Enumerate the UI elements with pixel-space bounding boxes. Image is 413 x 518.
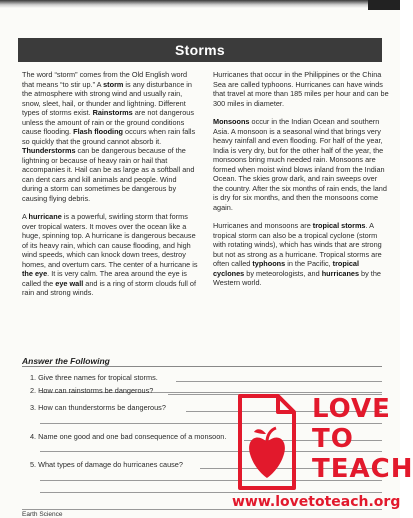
scan-corner [368, 0, 400, 10]
paragraph-storm-intro [22, 70, 198, 203]
question-1: 1. Give three names for tropical storms. [30, 373, 158, 382]
logo-url: www.lovetoteach.org [232, 494, 401, 510]
text-run: by meteorologists, and [244, 268, 322, 278]
text-run: . It is very calm. The area around the eye is called the [22, 269, 187, 288]
bold-term: tropical storms [312, 221, 366, 230]
bold-term: hurricanes [321, 268, 360, 278]
bold-term: Monsoons [213, 117, 250, 126]
question-3: 3. How can thunderstorms be dangerous? [30, 403, 166, 412]
text-run: are not dangerous unless the amount of rain or the ground conditions cause flooding. [22, 108, 194, 136]
bold-term: Rainstorms [92, 108, 133, 117]
questions-heading: Answer the Following [22, 356, 110, 366]
logo-word-to: TO [312, 424, 354, 454]
apple-book-icon [232, 392, 302, 492]
left-column [22, 70, 198, 307]
text-run: is a powerful, swirling storm that forms over tropical waters. It moves over the ocean like a huge, spinning top. A hurricane is dangerous because of its heavy rain, which can cause flooding, and high wind speeds, which can knock down trees, destroy homes, and overturn cars. The center of a hurricane is [22, 212, 198, 269]
text-run: in the Pacific, [285, 259, 333, 268]
answer-line-1[interactable] [176, 381, 382, 382]
text-run: A [22, 212, 29, 221]
footer-subject: Earth Science [22, 511, 63, 518]
logo-word-love: LOVE [312, 394, 391, 424]
bold-term: storm [103, 79, 124, 89]
page-title: Storms [174, 42, 226, 58]
text-run: occur in the Indian Ocean and southern Asia. A monsoon is a seasonal wind that brings very heavy rainfall and even flooding. For half of the year, India is very dry, but for the other half of the year, the monsoons bring much needed rain. Monsoons are formed when moist wind blows inland from the Indian Ocean. The skies grow dark, and rain sweeps over the country. After the six months of rain ends, the land is dry for six months, and then the monsoons come again. [213, 117, 387, 212]
bold-term: eye wall [55, 278, 84, 288]
question-4: 4. Name one good and one bad consequence of a monsoon. [30, 432, 227, 441]
text-run: The word “storm” comes from the Old English word that means “to stir up.” A [22, 70, 188, 89]
paragraph-monsoons [213, 117, 389, 212]
text-run: and is a ring of storm clouds full of rain and strong winds. [22, 278, 197, 297]
question-5: 5. What types of damage do hurricanes cause? [30, 460, 183, 469]
text-run: can be dangerous because of the lightning or because of heavy rain or hail that accompanies it. Hail can be as large as a softball and can dent cars and kill animals and people. Wind during a storm can sometimes be dangerous by causing flying debris. [22, 146, 195, 203]
bold-term: the eye [22, 269, 48, 278]
answer-line-5c[interactable] [40, 492, 382, 493]
bold-term: hurricane [28, 212, 62, 221]
text-run: Hurricanes that occur in the Philippines or the China Sea are called typhoons. Hurricanes can have winds that travel at more than 185 miles per hour and can be 300 miles in diameter. [213, 70, 389, 108]
text-run: Hurricanes and monsoons are [213, 221, 313, 230]
right-column [213, 70, 389, 297]
paragraph-hurricane [22, 212, 198, 298]
heading-divider [22, 366, 382, 367]
title-bar [18, 38, 382, 62]
text-run: occurs when rain falls so quickly that the ground cannot absorb it. [22, 127, 196, 146]
text-run: by the Western world. [213, 268, 381, 287]
text-run: . A tropical storm can also be a tropical cyclone (storm with rotating winds), which has winds that are strong but not as strong as a hurricane. Tropical storms are often called [213, 221, 382, 268]
bold-term: tropical cyclones [213, 259, 360, 278]
bold-term: Thunderstorms [22, 146, 76, 155]
scan-shadow [0, 0, 400, 8]
bold-term: Flash flooding [73, 127, 123, 136]
text-run: is any disturbance in the atmosphere with strong wind and usually rain, snow, sleet, hail, or thunder and lightning. Different types of storms exist. [22, 79, 192, 117]
love-to-teach-logo [232, 392, 413, 492]
logo-word-teach: TEACH [312, 454, 413, 484]
question-2: 2. How can rainstorms be dangerous? [30, 386, 154, 395]
bold-term: typhoons [252, 259, 286, 268]
paragraph-tropical-storms [213, 221, 389, 288]
paragraph-typhoons [213, 70, 389, 108]
